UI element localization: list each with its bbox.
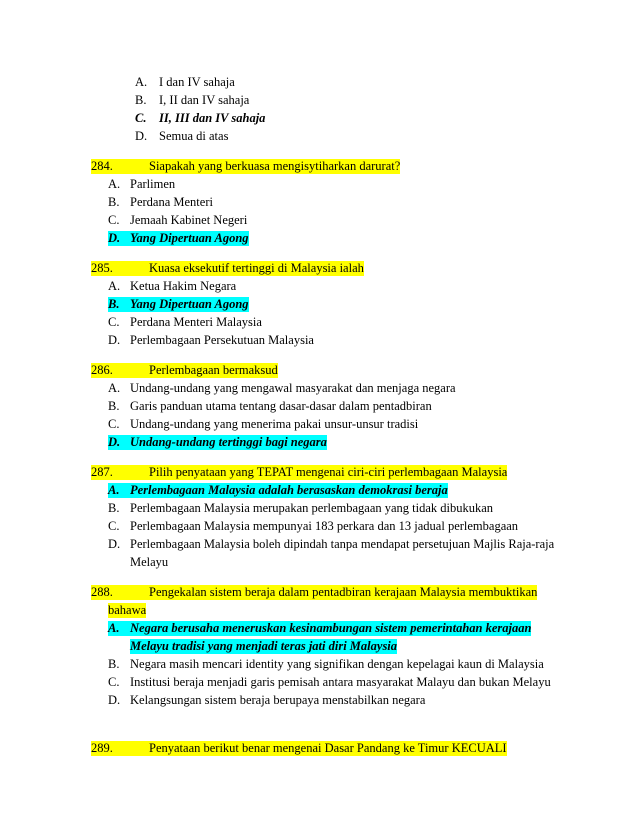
- question-287: 287. Pilih penyataan yang TEPAT mengenai ciri-ciri perlembagaan Malaysia: [91, 465, 508, 479]
- q288-option-c: C. Institusi beraja menjadi garis pemisah antara masyarakat Malayu dan bukan Melayu: [108, 675, 551, 689]
- q285-option-a: A. Ketua Hakim Negara: [108, 279, 237, 293]
- q284-option-b: B. Perdana Menteri: [108, 195, 213, 209]
- q288-option-d: D. Kelangsungan sistem beraja berupaya menstabilkan negara: [108, 693, 426, 707]
- option-b: B. I, II dan IV sahaja: [135, 93, 250, 107]
- option-d: D. Semua di atas: [135, 129, 229, 143]
- q287-option-b: B. Perlembagaan Malaysia merupakan perlembagaan yang tidak dibukukan: [108, 501, 494, 515]
- q284-option-c: C. Jemaah Kabinet Negeri: [108, 213, 248, 227]
- question-286: 286. Perlembagaan bermaksud: [91, 363, 278, 377]
- question-289: 289. Penyataan berikut benar mengenai Dasar Pandang ke Timur KECUALI: [91, 741, 507, 755]
- q286-option-c: C. Undang-undang yang menerima pakai unsur-unsur tradisi: [108, 417, 419, 431]
- q287-option-d-continued: Melayu: [130, 555, 169, 569]
- q286-option-b: B. Garis panduan utama tentang dasar-dasar dalam pentadbiran: [108, 399, 432, 413]
- q284-option-a: A. Parlimen: [108, 177, 176, 191]
- q284-option-d-answer: D. Yang Dipertuan Agong: [108, 231, 249, 245]
- q288-option-b: B. Negara masih mencari identity yang signifikan dengan kepelagai kaun di Malaysia: [108, 657, 544, 671]
- question-284: 284. Siapakah yang berkuasa mengisytiharkan darurat?: [91, 159, 401, 173]
- q287-option-a-answer: A. Perlembagaan Malaysia adalah berasaskan demokrasi beraja: [108, 483, 448, 497]
- q286-option-d-answer: D. Undang-undang tertinggi bagi negara: [108, 435, 327, 449]
- q287-option-c: C. Perlembagaan Malaysia mempunyai 183 perkara dan 13 jadual perlembagaan: [108, 519, 519, 533]
- question-285: 285. Kuasa eksekutif tertinggi di Malaysia ialah: [91, 261, 364, 275]
- q286-option-a: A. Undang-undang yang mengawal masyarakat dan menjaga negara: [108, 381, 456, 395]
- q285-option-c: C. Perdana Menteri Malaysia: [108, 315, 262, 329]
- q287-option-d: D. Perlembagaan Malaysia boleh dipindah tanpa mendapat persetujuan Majlis Raja-raja: [108, 537, 555, 551]
- option-c-answer: C. II, III dan IV sahaja: [135, 111, 266, 125]
- q288-option-a-answer: A. Negara berusaha meneruskan kesinambungan sistem pemerintahan kerajaan: [108, 621, 532, 635]
- question-288-continued: bahawa: [108, 603, 147, 617]
- option-a: A. I dan IV sahaja: [135, 75, 235, 89]
- q285-option-b-answer: B. Yang Dipertuan Agong: [108, 297, 249, 311]
- q285-option-d: D. Perlembagaan Persekutuan Malaysia: [108, 333, 314, 347]
- question-288: 288. Pengekalan sistem beraja dalam pentadbiran kerajaan Malaysia membuktikan: [91, 585, 538, 599]
- q288-option-a-continued: Melayu tradisi yang menjadi teras jati diri Malaysia: [130, 639, 398, 653]
